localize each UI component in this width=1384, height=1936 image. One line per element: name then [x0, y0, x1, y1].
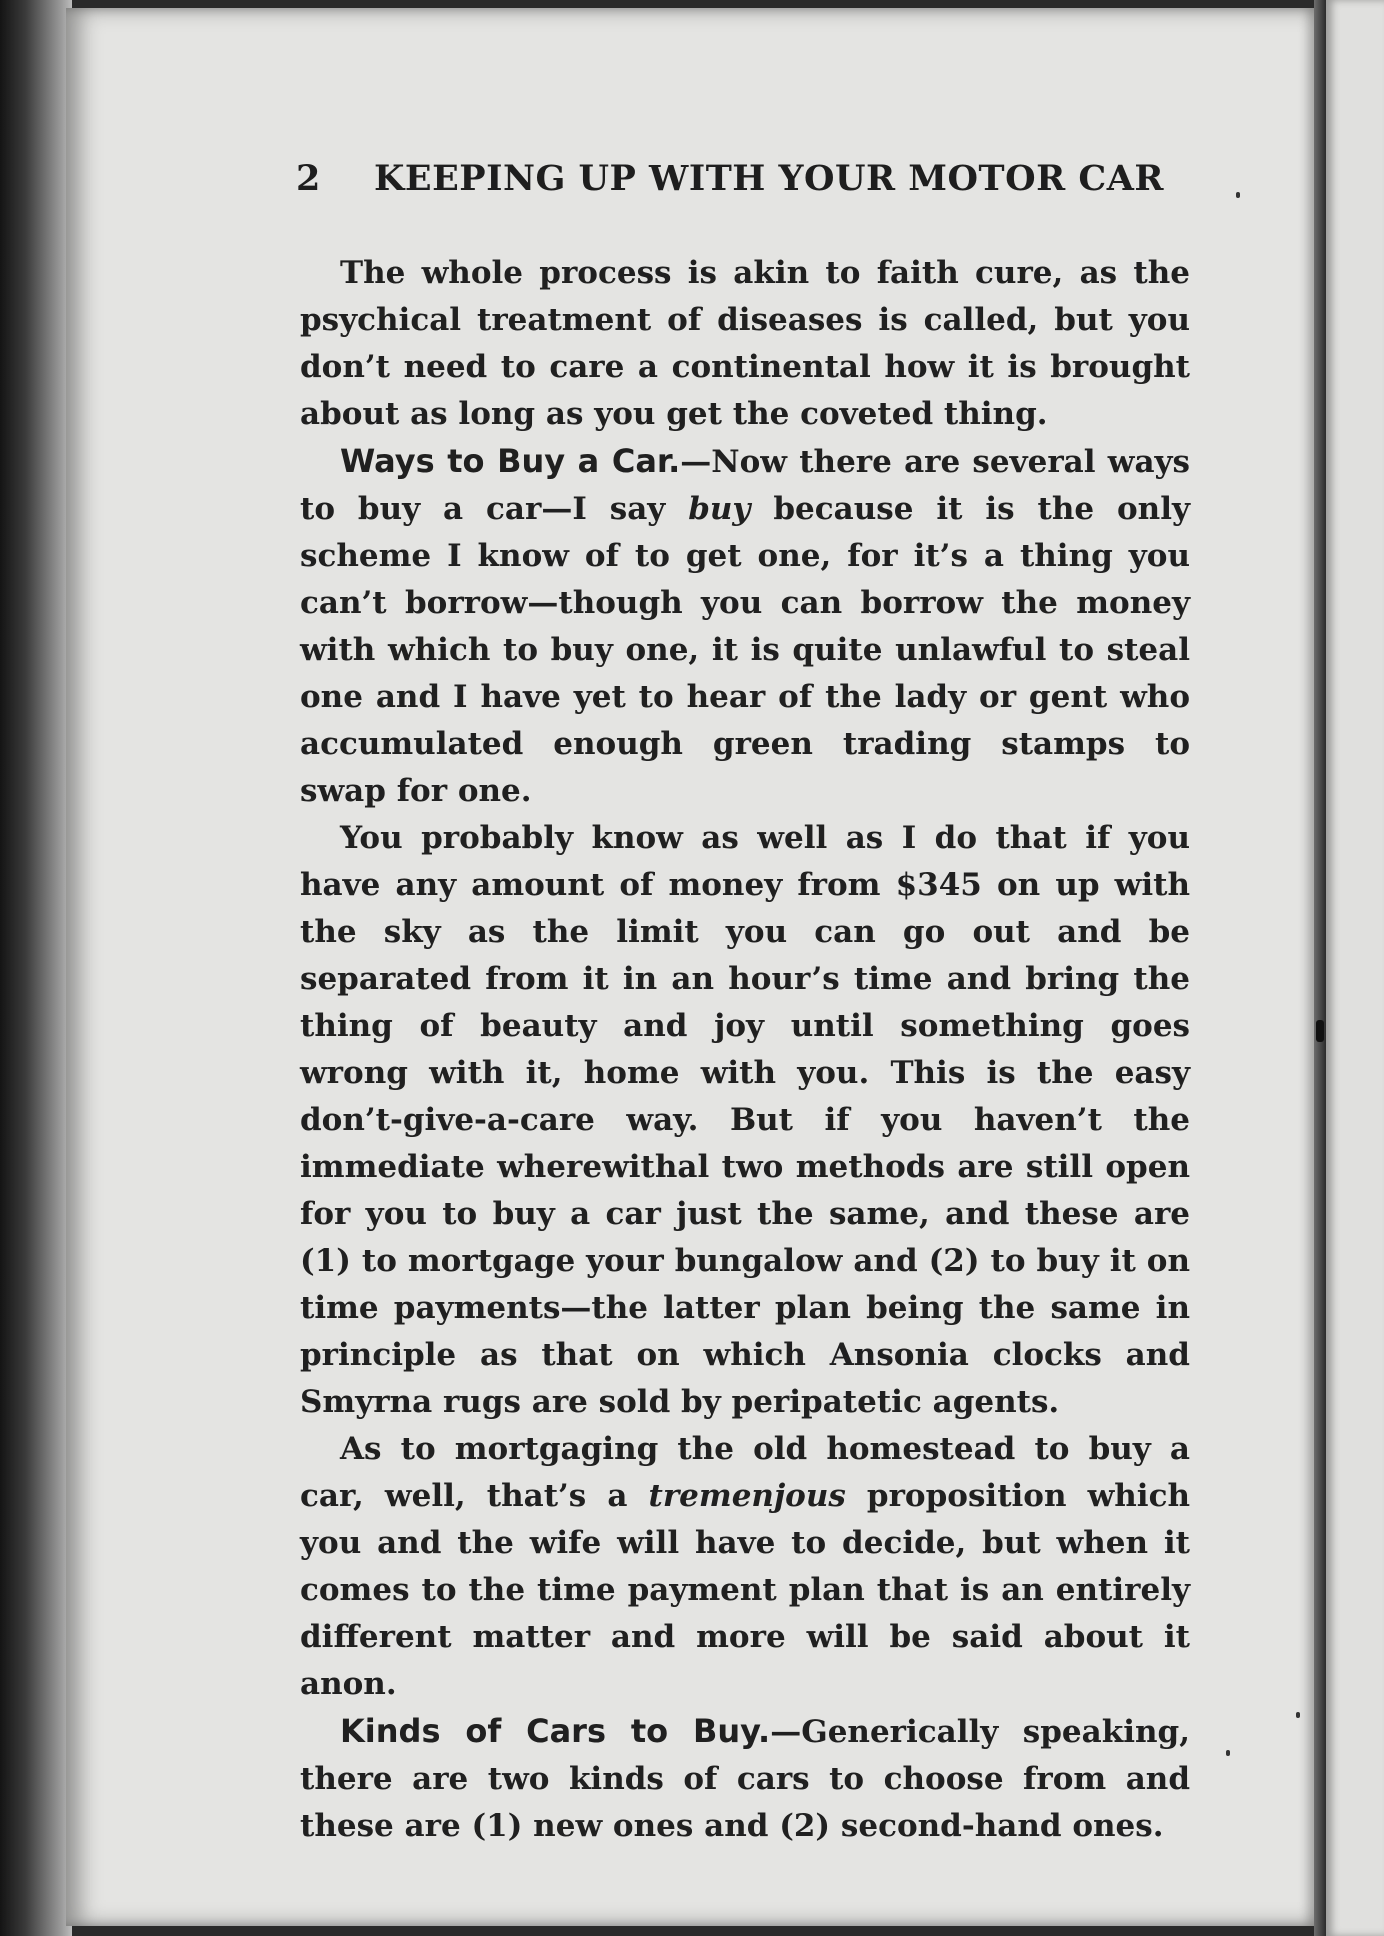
ink-mark [1316, 1020, 1324, 1042]
dust-speck [1226, 1750, 1230, 1756]
section-heading: Ways to Buy a Car. [340, 442, 681, 480]
section-heading: Kinds of Cars to Buy. [340, 1712, 771, 1750]
paragraph-text: The whole process is akin to faith cure, as the psychical treatment of diseases is called, but you don’t need to care a continental how it is brought about as long as you get the coveted thing. [300, 255, 1190, 432]
paragraph [300, 1708, 1190, 1850]
paragraph-text: because it is the only scheme I know of to get one, for it’s a thing you can’t borrow—though you can borrow the money with which to buy one, it is quite unlawful to steal one and I have yet to hear of the lady or gent who accumulated enough green trading stamps to swap for one. [300, 491, 1190, 809]
italic-text: tremenjous [648, 1478, 846, 1514]
book-binding [0, 0, 72, 1936]
paragraph-text: You probably know as well as I do that if you have any amount of money from $345 on up with the sky as the limit you can go out and be separated from it in an hour’s time and bring the thing of beauty and joy until something goes wrong with it, home with you. This is the easy don’t-give-a-care way. But if you haven’t the immediate wherewithal two methods are still open for you to buy a car just the same, and these are (1) to mortgage your bungalow and (2) to buy it on time payments—the latter plan being the same in principle as that on which Ansonia clocks and Smyrna rugs are sold by peripatetic agents. [300, 820, 1190, 1420]
running-header [296, 158, 1164, 218]
running-title: KEEPING UP WITH YOUR MOTOR CAR [374, 158, 1164, 199]
body-text [300, 250, 1190, 1850]
dust-speck [1236, 192, 1240, 198]
paragraph [300, 250, 1190, 438]
paragraph [300, 438, 1190, 815]
page-number: 2 [296, 158, 321, 199]
page-gutter [1314, 0, 1326, 1936]
paragraph-text: proposition which you and the wife will have to decide, but when it comes to the time payment plan that is an entirely different matter and more will be said about it anon. [300, 1478, 1190, 1702]
paragraph-text: —Generically speaking, there are two kinds of cars to choose from and these are (1) new ones and (2) second-hand ones. [300, 1714, 1191, 1844]
adjacent-page-edge [1326, 0, 1384, 1936]
dust-speck [1296, 1712, 1300, 1718]
paragraph [300, 815, 1190, 1426]
paragraph-text: As to mortgaging the old homestead to buy a car, well, that’s a [300, 1431, 1190, 1514]
italic-text: buy [688, 491, 751, 527]
paragraph [300, 1426, 1190, 1708]
paragraph-text: —Now there are several ways to buy a car—I say [300, 444, 1190, 527]
